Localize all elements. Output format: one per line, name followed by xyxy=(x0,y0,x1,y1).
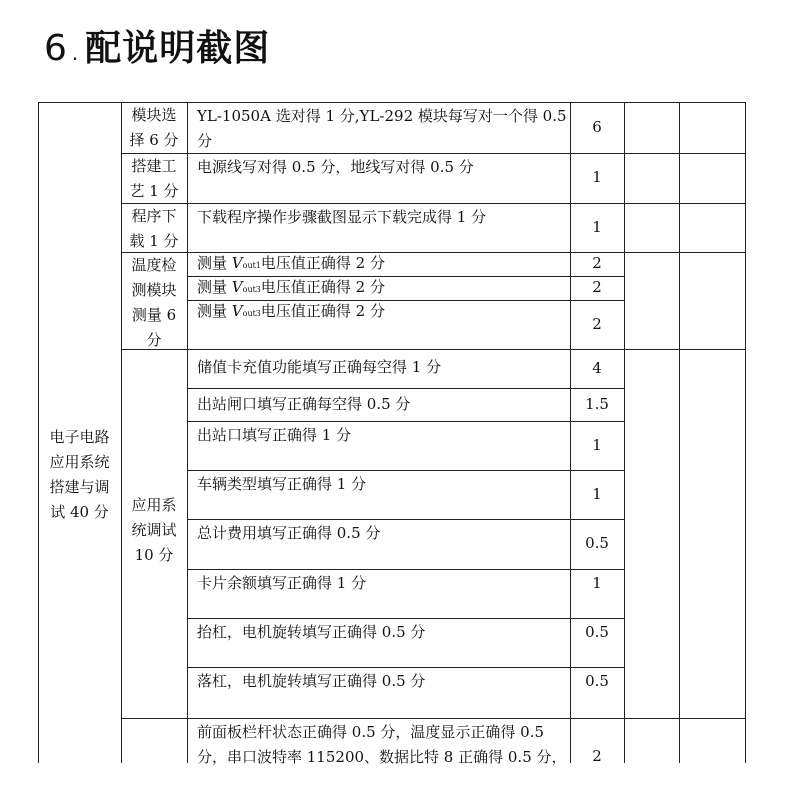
item-score: 2 xyxy=(592,278,602,296)
group-label: 测模块 xyxy=(131,281,177,299)
item-description xyxy=(197,299,385,326)
group-label: 程序下 xyxy=(131,207,177,225)
group-label: 应用系 xyxy=(131,496,177,514)
item-description xyxy=(197,275,385,302)
item-score: 6 xyxy=(592,118,602,136)
table-rule xyxy=(187,421,624,422)
table-rule xyxy=(679,102,680,763)
table-rule xyxy=(121,718,745,719)
group-label: 搭建工 xyxy=(131,157,177,175)
item-description: 电源线写对得 0.5 分，地线写对得 0.5 分 xyxy=(197,158,474,176)
item-description: 分，串口波特率 115200、数据比特 8 正确得 0.5 分， xyxy=(197,748,567,766)
item-score: 2 xyxy=(592,315,602,333)
voltage-symbol: V xyxy=(231,254,243,272)
item-score: 1 xyxy=(592,574,602,592)
heading-dot: . xyxy=(71,41,80,65)
item-score: 0.5 xyxy=(585,672,609,690)
item-score: 1 xyxy=(592,168,602,186)
voltage-symbol: V xyxy=(231,278,243,296)
group-label: 载 1 分 xyxy=(129,232,179,250)
item-score: 2 xyxy=(592,747,602,765)
item-description: 前面板栏杆状态正确得 0.5 分，温度显示正确得 0.5 xyxy=(197,723,545,741)
table-rule xyxy=(187,519,624,520)
item-description: 总计费用填写正确得 0.5 分 xyxy=(197,524,381,542)
group-label: 温度检 xyxy=(131,256,177,274)
item-score: 0.5 xyxy=(585,534,609,552)
table-rule xyxy=(187,569,624,570)
item-description: YL-1050A 选对得 1 分,YL-292 模块每写对一个得 0.5 xyxy=(197,107,567,125)
item-description: 落杠，电机旋转填写正确得 0.5 分 xyxy=(197,672,426,690)
voltage-subscript: out1 xyxy=(242,261,261,270)
voltage-subscript: out3 xyxy=(242,309,261,318)
section-label: 试 40 分 xyxy=(50,503,109,521)
group-label: 测量 6 xyxy=(131,306,177,324)
table-rule xyxy=(624,102,625,763)
group-label: 择 6 分 xyxy=(129,131,179,149)
item-description: 出站口填写正确得 1 分 xyxy=(197,426,352,444)
table-rule xyxy=(121,153,745,154)
item-score: 1 xyxy=(592,218,602,236)
item-description: 卡片余额填写正确得 1 分 xyxy=(197,574,367,592)
voltage-subscript: out3 xyxy=(242,285,261,294)
desc-suffix: 电压值正确得 2 分 xyxy=(260,302,385,320)
section-label: 应用系统 xyxy=(49,453,110,471)
table-rule xyxy=(187,388,624,389)
desc-prefix: 测量 xyxy=(197,278,232,296)
item-description: 出站闸口填写正确每空得 0.5 分 xyxy=(197,395,411,413)
item-description: 下载程序操作步骤截图显示下载完成得 1 分 xyxy=(197,208,487,226)
desc-prefix: 测量 xyxy=(197,302,232,320)
group-label: 艺 1 分 xyxy=(129,182,179,200)
item-score: 0.5 xyxy=(585,623,609,641)
item-description: 抬杠，电机旋转填写正确得 0.5 分 xyxy=(197,623,426,641)
item-score: 1 xyxy=(592,485,602,503)
table-rule xyxy=(187,667,624,668)
table-rule xyxy=(121,203,745,204)
table-rule xyxy=(187,102,188,763)
desc-prefix: 测量 xyxy=(197,254,232,272)
table-rule xyxy=(187,470,624,471)
table-rule xyxy=(187,618,624,619)
heading-number: 6 xyxy=(44,28,68,69)
section-label: 电子电路 xyxy=(49,428,110,446)
item-description xyxy=(197,251,385,278)
item-description: 分 xyxy=(197,132,213,150)
item-score: 4 xyxy=(592,359,602,377)
table-rule xyxy=(121,349,745,350)
item-description: 车辆类型填写正确得 1 分 xyxy=(197,475,367,493)
voltage-symbol: V xyxy=(231,302,243,320)
group-label: 统调试 xyxy=(131,521,177,539)
desc-suffix: 电压值正确得 2 分 xyxy=(260,278,385,296)
section-label: 搭建与调 xyxy=(49,478,110,496)
item-score: 1 xyxy=(592,436,602,454)
desc-suffix: 电压值正确得 2 分 xyxy=(260,254,385,272)
item-description: 储值卡充值功能填写正确每空得 1 分 xyxy=(197,358,442,376)
heading-text: 配说明截图 xyxy=(85,28,271,69)
table-rule xyxy=(745,102,746,763)
item-score: 2 xyxy=(592,254,602,272)
group-label: 模块选 xyxy=(131,106,177,124)
group-label: 10 分 xyxy=(134,546,174,564)
item-score: 1.5 xyxy=(585,395,609,413)
group-label: 分 xyxy=(146,331,162,349)
